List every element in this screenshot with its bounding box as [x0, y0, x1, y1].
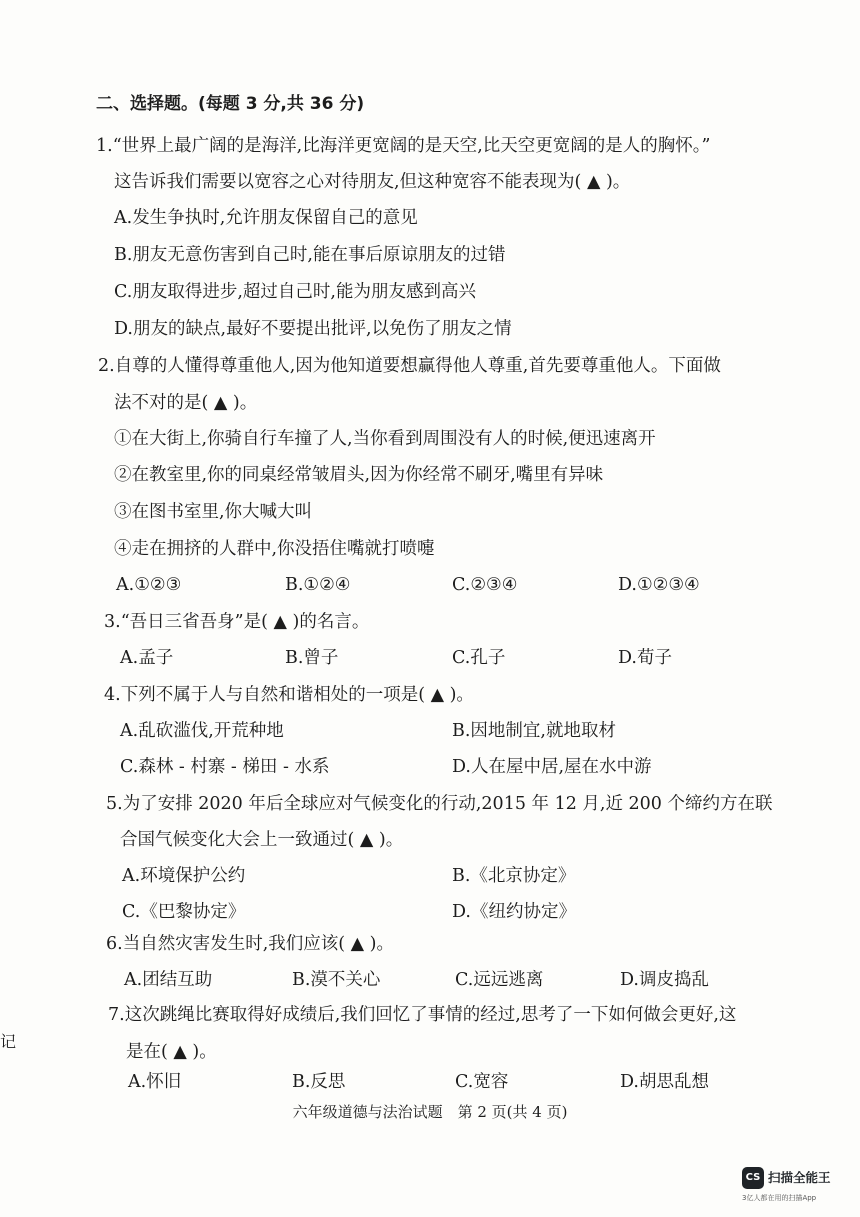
question-2-item-1: ①在大街上,你骑自行车撞了人,当你看到周围没有人的时候,便迅速离开	[114, 429, 656, 449]
question-4-option-c: C.森林 - 村寨 - 梯田 - 水系	[120, 757, 330, 777]
question-7-line-2: 是在( ▲ )。	[126, 1042, 217, 1062]
question-6-option-b: B.漠不关心	[292, 970, 381, 990]
question-7-option-a: A.怀旧	[128, 1072, 182, 1092]
question-2-item-2: ②在教室里,你的同桌经常皱眉头,因为你经常不刷牙,嘴里有异味	[114, 465, 604, 485]
question-2-option-a: A.①②③	[116, 575, 182, 595]
question-2-line-2: 法不对的是( ▲ )。	[114, 393, 258, 413]
question-2-line-1: 2.自尊的人懂得尊重他人,因为他知道要想赢得他人尊重,首先要尊重他人。下面做	[98, 356, 721, 376]
question-4-line-1: 4.下列不属于人与自然和谐相处的一项是( ▲ )。	[104, 685, 474, 705]
question-3-option-a: A.孟子	[120, 648, 174, 668]
scanner-app-name: 扫描全能王	[768, 1170, 831, 1185]
question-6-option-c: C.远远逃离	[455, 970, 544, 990]
camscanner-logo-icon: CS	[742, 1167, 764, 1189]
scanner-watermark	[742, 1167, 852, 1211]
question-4-option-b: B.因地制宜,就地取材	[452, 721, 616, 741]
question-3-option-d: D.荀子	[618, 648, 672, 668]
question-2-option-d: D.①②③④	[618, 575, 700, 595]
question-1-option-b: B.朋友无意伤害到自己时,能在事后原谅朋友的过错	[114, 245, 506, 265]
question-2-item-4: ④走在拥挤的人群中,你没捂住嘴就打喷嚏	[114, 539, 435, 559]
question-7-option-d: D.胡思乱想	[620, 1072, 709, 1092]
question-1-option-c: C.朋友取得进步,超过自己时,能为朋友感到高兴	[114, 282, 476, 302]
question-5-option-d: D.《纽约协定》	[452, 902, 576, 922]
question-1-line-1: 1.“世界上最广阔的是海洋,比海洋更宽阔的是天空,比天空更宽阔的是人的胸怀。”	[96, 136, 711, 156]
page-footer: 六年级道德与法治试题 第 2 页(共 4 页)	[292, 1103, 568, 1121]
question-4-option-a: A.乱砍滥伐,开荒种地	[120, 721, 284, 741]
question-2-option-b: B.①②④	[285, 575, 351, 595]
question-6-option-d: D.调皮捣乱	[620, 970, 709, 990]
question-7-option-b: B.反思	[292, 1072, 346, 1092]
question-2-item-3: ③在图书室里,你大喊大叫	[114, 502, 313, 522]
question-5-option-b: B.《北京协定》	[452, 866, 576, 886]
question-3-option-c: C.孔子	[452, 648, 506, 668]
scanner-tagline: 3亿人都在用的扫描App	[742, 1194, 817, 1202]
question-6-option-a: A.团结互助	[124, 970, 213, 990]
question-7-option-c: C.宽容	[455, 1072, 509, 1092]
question-3-option-b: B.曾子	[285, 648, 339, 668]
question-3-line-1: 3.“吾日三省吾身”是( ▲ )的名言。	[104, 612, 370, 632]
question-5-line-2: 合国气候变化大会上一致通过( ▲ )。	[120, 830, 404, 850]
section-title: 二、选择题。(每题 3 分,共 36 分)	[96, 94, 365, 114]
question-2-option-c: C.②③④	[452, 575, 518, 595]
question-6-line-1: 6.当自然灾害发生时,我们应该( ▲ )。	[106, 934, 394, 954]
question-1-line-2: 这告诉我们需要以宽容之心对待朋友,但这种宽容不能表现为( ▲ )。	[114, 172, 631, 192]
question-5-line-1: 5.为了安排 2020 年后全球应对气候变化的行动,2015 年 12 月,近 200 个缔约方在联	[106, 794, 773, 814]
question-5-option-c: C.《巴黎协定》	[122, 902, 246, 922]
question-1-option-d: D.朋友的缺点,最好不要提出批评,以免伤了朋友之情	[114, 319, 512, 339]
question-5-option-a: A.环境保护公约	[122, 866, 246, 886]
question-1-option-a: A.发生争执时,允许朋友保留自己的意见	[114, 208, 418, 228]
margin-mark: 记	[0, 1032, 17, 1051]
question-7-line-1: 7.这次跳绳比赛取得好成绩后,我们回忆了事情的经过,思考了一下如何做会更好,这	[108, 1005, 737, 1025]
question-4-option-d: D.人在屋中居,屋在水中游	[452, 757, 652, 777]
